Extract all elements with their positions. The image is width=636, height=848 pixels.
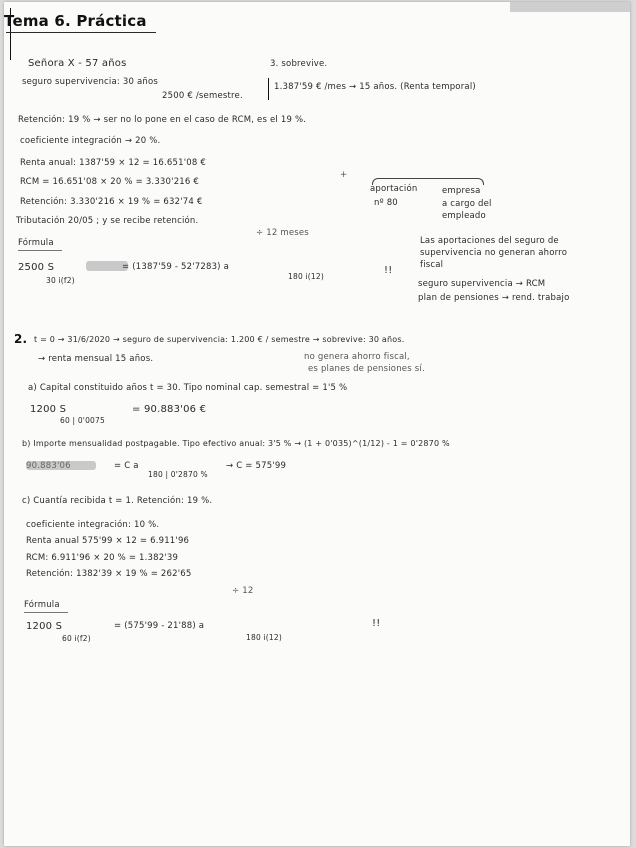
formula-left: 2500 S: [18, 262, 55, 273]
part-a-text: a) Capital constituido años t = 30. Tipo nominal cap. semestral = 1'5 %: [28, 383, 348, 393]
part-c-mark: !!: [372, 618, 381, 629]
part-c-renta: Renta anual 575'99 × 12 = 6.911'96: [26, 536, 190, 546]
part-a-result: = 90.883'06 €: [132, 404, 207, 415]
side-aport-1: Las aportaciones del seguro de: [420, 236, 559, 246]
part-c-div: ÷ 12: [232, 586, 254, 596]
coef-line: coeficiente integración → 20 %.: [20, 136, 161, 146]
header-line2-left: seguro supervivencia: 30 años: [22, 77, 158, 87]
formula-label-underline: [18, 250, 62, 251]
problem2-line1: t = 0 → 31/6/2020 → seguro de supervivencia: 1.200 € / semestre → sobrevive: 30 años.: [34, 335, 405, 344]
header-line2-right: 1.387'59 € /mes → 15 años. (Renta temporal): [274, 82, 476, 92]
problem2-note-a: no genera ahorro fiscal,: [304, 352, 410, 362]
title-underline: [6, 32, 156, 33]
part-c-formula-right: 180 i(12): [246, 633, 282, 642]
formula-sub: 30 i(f2): [46, 276, 75, 285]
header-bracket: [268, 78, 269, 100]
side-aport-3: fiscal: [420, 260, 444, 270]
part-a-sub: 60 | 0'0075: [60, 416, 105, 425]
part-c-formula-mid: = (575'99 - 21'88) a: [114, 621, 205, 631]
part-b-sub: 180 | 0'2870 %: [148, 470, 208, 479]
notebook-page: [4, 2, 630, 846]
page-title: Tema 6. Práctica: [4, 12, 147, 30]
part-c-formula-sub: 60 i(f2): [62, 634, 91, 643]
formula-mid: = (1387'59 - 52'7283) a: [122, 262, 230, 272]
part-c-text: c) Cuantía recibida t = 1. Retención: 19 %.: [22, 496, 213, 506]
header-line1-left: Señora X - 57 años: [28, 58, 127, 69]
side-aportacion: aportación: [370, 184, 418, 194]
tributacion-line: Tributación 20/05 ; y se recibe retención.: [16, 216, 199, 226]
part-b-result: → C = 575'99: [226, 461, 287, 471]
part-c-formula-underline: [24, 612, 68, 613]
formula-mark: !!: [384, 265, 393, 276]
side-empresa: empresa: [442, 186, 481, 196]
page-edge: [510, 2, 630, 12]
part-c-rcm: RCM: 6.911'96 × 20 % = 1.382'39: [26, 553, 179, 563]
renta-anual-line: Renta anual: 1387'59 × 12 = 16.651'08 €: [20, 158, 206, 168]
part-b-left: 90.883'06: [26, 461, 71, 471]
part-b-mid: = C a: [114, 461, 139, 471]
formula-label: Fórmula: [18, 238, 54, 248]
part-c-coef: coeficiente integración: 10 %.: [26, 520, 160, 530]
side-a-cargo: a cargo del: [442, 199, 492, 209]
part-c-ret: Retención: 1382'39 × 19 % = 262'65: [26, 569, 192, 579]
part-a-formula: 1200 S: [30, 404, 67, 415]
problem2-line2: → renta mensual 15 años.: [38, 354, 154, 364]
header-line2-mid: 2500 € /semestre.: [162, 91, 243, 101]
problem2-note-b: es planes de pensiones sí.: [308, 364, 425, 374]
side-n80: nº 80: [374, 198, 398, 208]
header-line1-right: 3. sobrevive.: [270, 59, 328, 69]
formula-right: 180 i(12): [288, 272, 324, 281]
side-seguro-sup: seguro supervivencia → RCM: [418, 279, 546, 289]
retencion-calc-line: Retención: 3.330'216 × 19 % = 632'74 €: [20, 197, 203, 207]
side-empleado: empleado: [442, 211, 486, 221]
side-aport-2: supervivencia no generan ahorro: [420, 248, 568, 258]
divide-note: ÷ 12 meses: [256, 228, 309, 238]
plus-mark: +: [340, 170, 348, 180]
part-c-formula: 1200 S: [26, 621, 63, 632]
part-b-text: b) Importe mensualidad postpagable. Tipo efectivo anual: 3'5 % → (1 + 0'035)^(1/12) - 1 = 0'2870 %: [22, 439, 450, 448]
rcm-line: RCM = 16.651'08 × 20 % = 3.330'216 €: [20, 177, 200, 187]
side-plan-pens: plan de pensiones → rend. trabajo: [418, 293, 570, 303]
part-c-formula-label: Fórmula: [24, 600, 60, 610]
problem2-number: 2.: [14, 332, 28, 346]
retencion-line: Retención: 19 % → ser no lo pone en el caso de RCM, es el 19 %.: [18, 115, 307, 125]
